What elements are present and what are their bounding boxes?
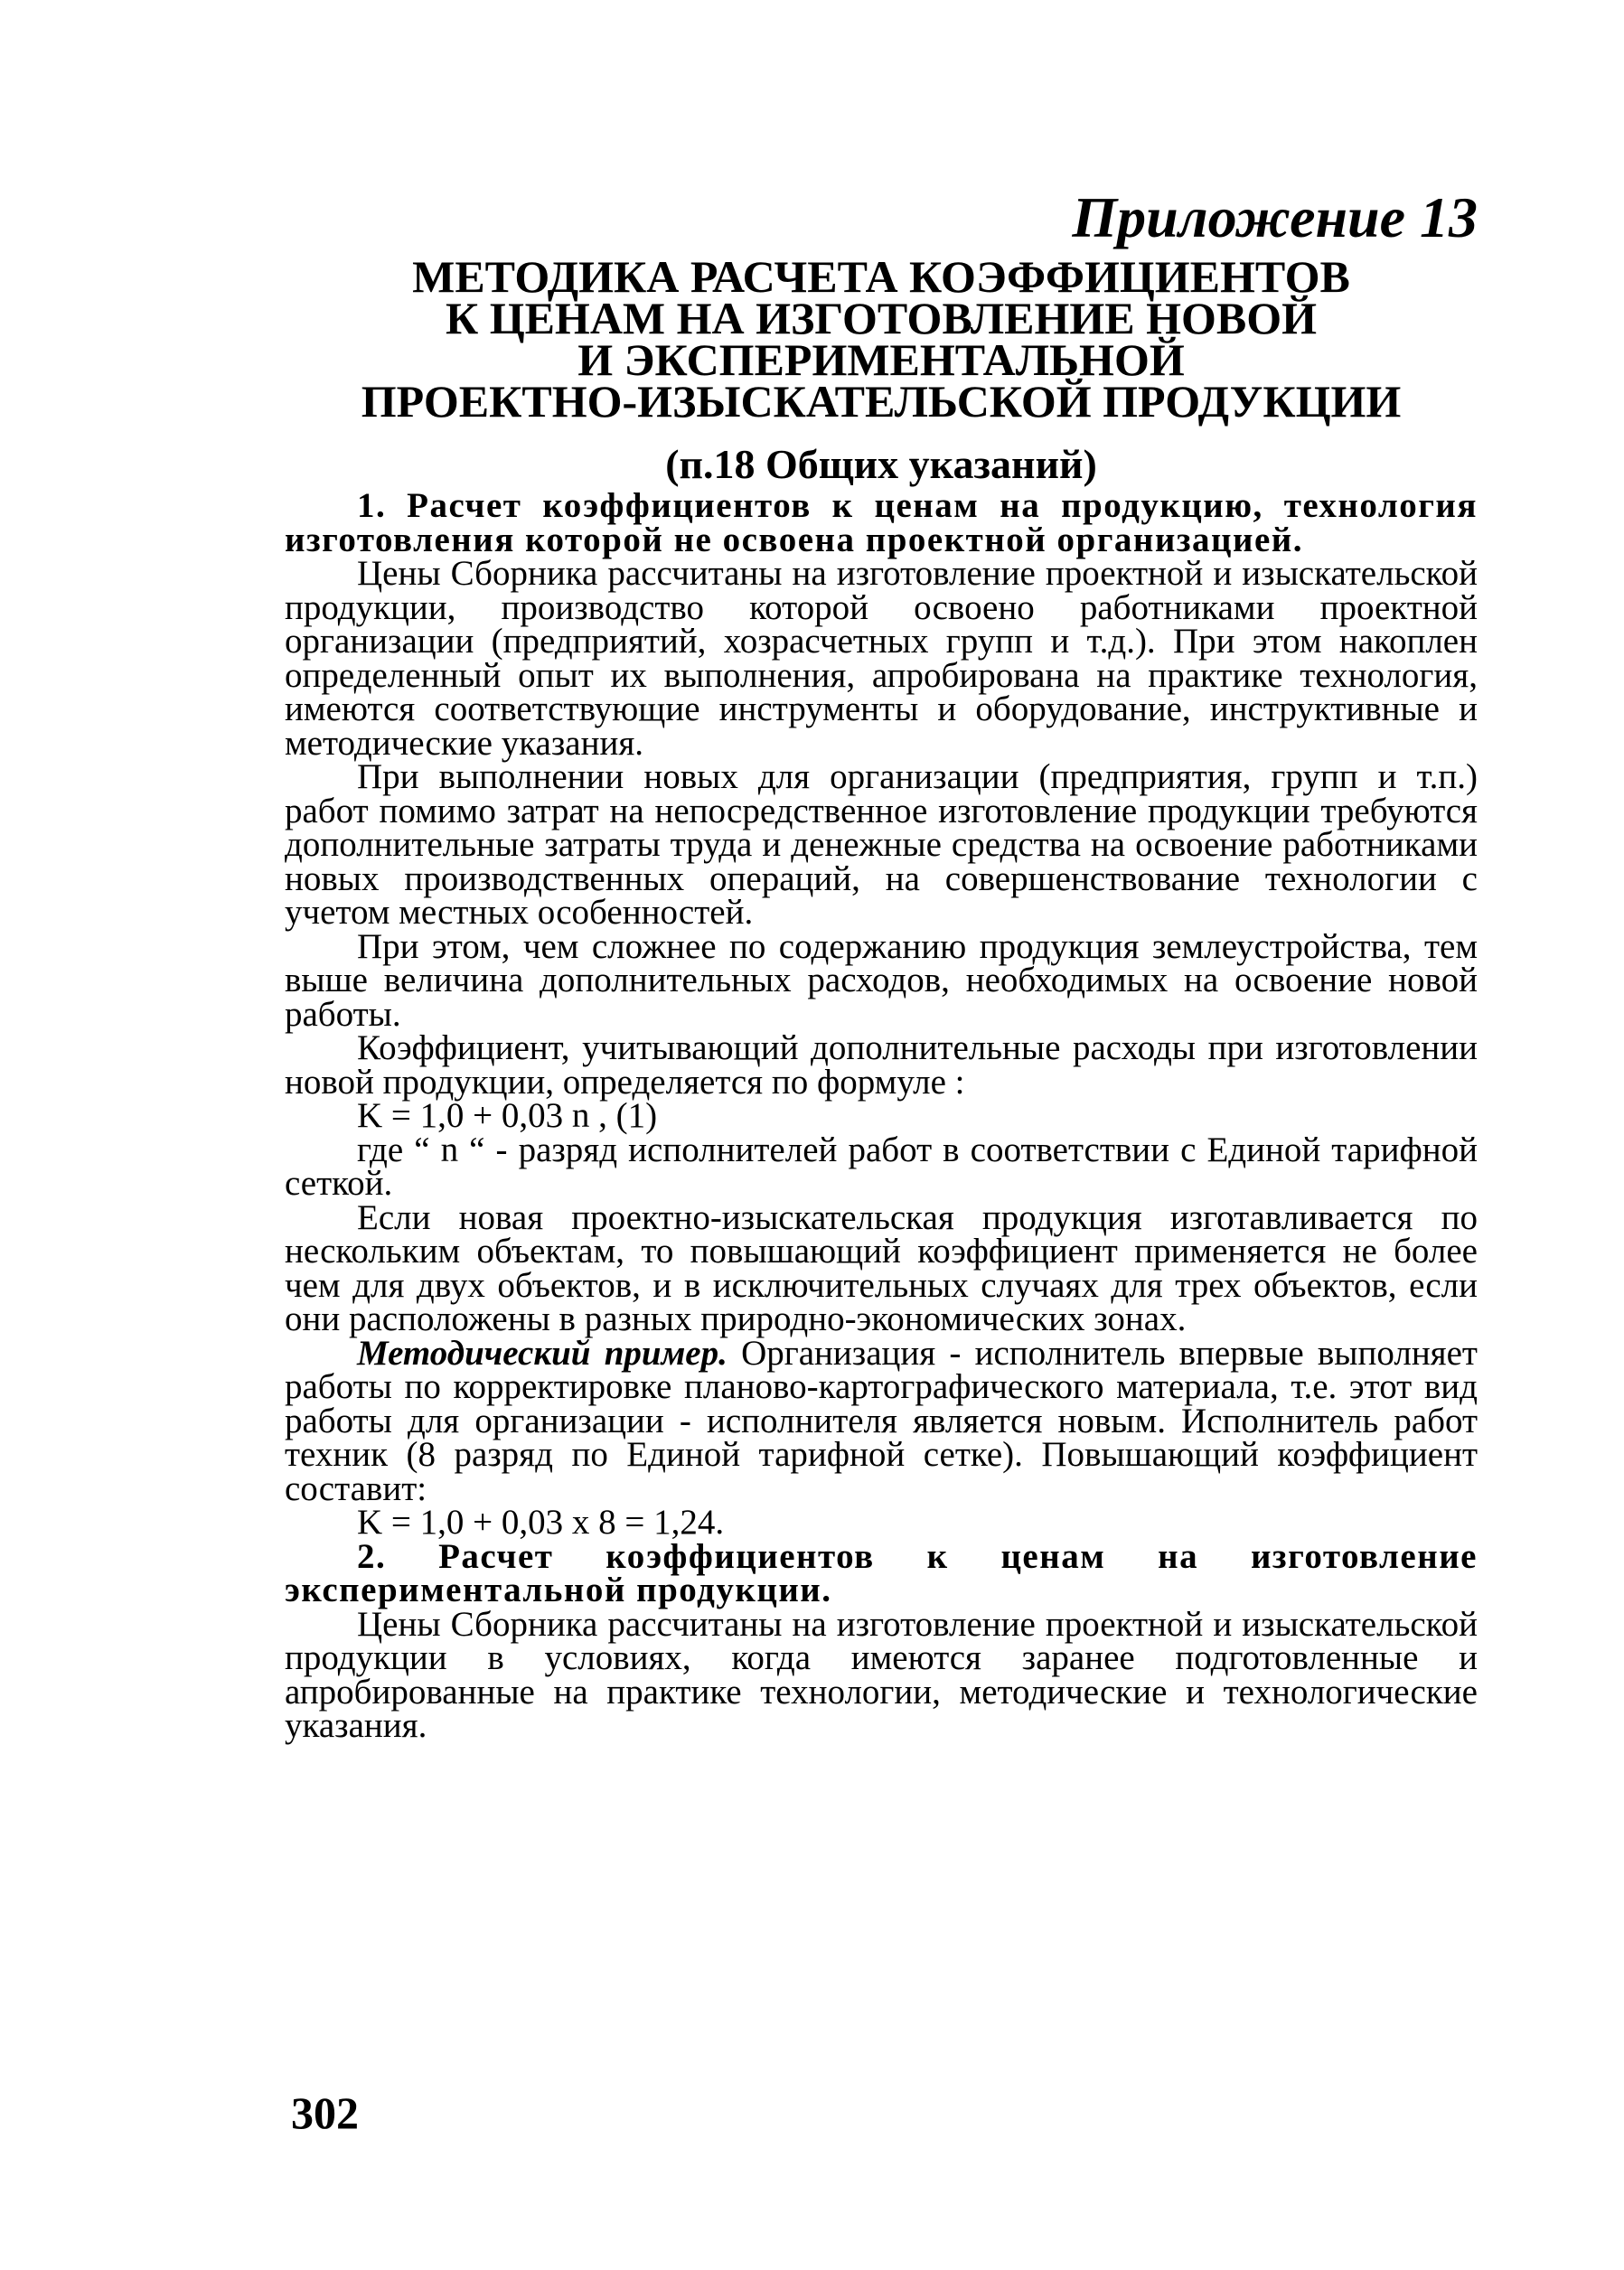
document-page bbox=[285, 185, 1478, 1743]
title-line: ПРОЕКТНО-ИЗЫСКАТЕЛЬСКОЙ ПРОДУКЦИИ bbox=[361, 376, 1402, 427]
paragraph: Если новая проектно-изыскательская продукция изготавливается по нескольким объектам, то повышающий коэффициент применяется не более чем для двух объектов, и в исключительных случаях для трех объектов, если они расположены в разных природно-экономических зонах. bbox=[285, 1197, 1478, 1338]
example-text: Организация - исполнитель впервые выполняет работы по корректировке планово-картографического материала, т.е. этот вид работы для организации - исполнителя является новым. Исполнитель работ техник (8 разряд по Единой тарифной сетке). Повышающий коэффициент составит: bbox=[285, 1333, 1478, 1508]
paragraph: Цены Сборника рассчитаны на изготовление проектной и изыскательской продукции в условиях, когда имеются заранее подготовленные и апробированные на практике технологии, методические и технологические указания. bbox=[285, 1604, 1478, 1745]
section-2-heading: 2. Расчет коэффициентов к ценам на изготовление экспериментальной продукции. bbox=[285, 1536, 1478, 1609]
paragraph: Цены Сборника рассчитаны на изготовление проектной и изыскательской продукции, производство которой освоено работниками проектной организации (предприятий, хозрасчетных групп и т.д.). При этом накоплен определенный опыт их выполнения, апробирована на практике технология, имеются соответствующие инструменты и оборудование, инструктивные и методические указания. bbox=[285, 554, 1478, 763]
title-line: И ЭКСПЕРИМЕНТАЛЬНОЙ bbox=[577, 334, 1185, 385]
section-1-heading: 1. Расчет коэффициентов к ценам на продукцию, технология изготовления которой не освоена проектной организацией. bbox=[285, 486, 1478, 559]
formula-note: где “ n “ - разряд исполнителей работ в соответствии с Единой тарифной сеткой. bbox=[285, 1130, 1478, 1203]
example-label: Методический пример. bbox=[357, 1333, 728, 1373]
paragraph: При выполнении новых для организации (предприятия, групп и т.п.) работ помимо затрат на непосредственное изготовление продукции требуются дополнительные затраты труда и денежные средства на освоение работниками новых производственных операций, на совершенствование технологии с учетом местных особенностей. bbox=[285, 757, 1478, 932]
title-line: К ЦЕНАМ НА ИЗГОТОВЛЕНИЕ НОВОЙ bbox=[445, 293, 1318, 343]
formula: K = 1,0 + 0,03 n , (1) bbox=[357, 1096, 658, 1135]
title-line: МЕТОДИКА РАСЧЕТА КОЭФФИЦИЕНТОВ bbox=[412, 251, 1350, 302]
paragraph: Коэффициент, учитывающий дополнительные расходы при изготовлении новой продукции, определяется по формуле : bbox=[285, 1028, 1478, 1102]
document-subtitle: (п.18 Общих указаний) bbox=[665, 441, 1097, 487]
page-number: 302 bbox=[291, 2087, 359, 2138]
document-body bbox=[285, 486, 1478, 1745]
paragraph: При этом, чем сложнее по содержанию продукция землеустройства, тем выше величина дополнительных расходов, необходимых на освоение новой работы. bbox=[285, 926, 1478, 1034]
document-title bbox=[285, 251, 1478, 427]
appendix-label: Приложение 13 bbox=[1072, 185, 1478, 249]
example-formula: K = 1,0 + 0,03 x 8 = 1,24. bbox=[357, 1503, 725, 1542]
example-paragraph bbox=[285, 1333, 1478, 1508]
